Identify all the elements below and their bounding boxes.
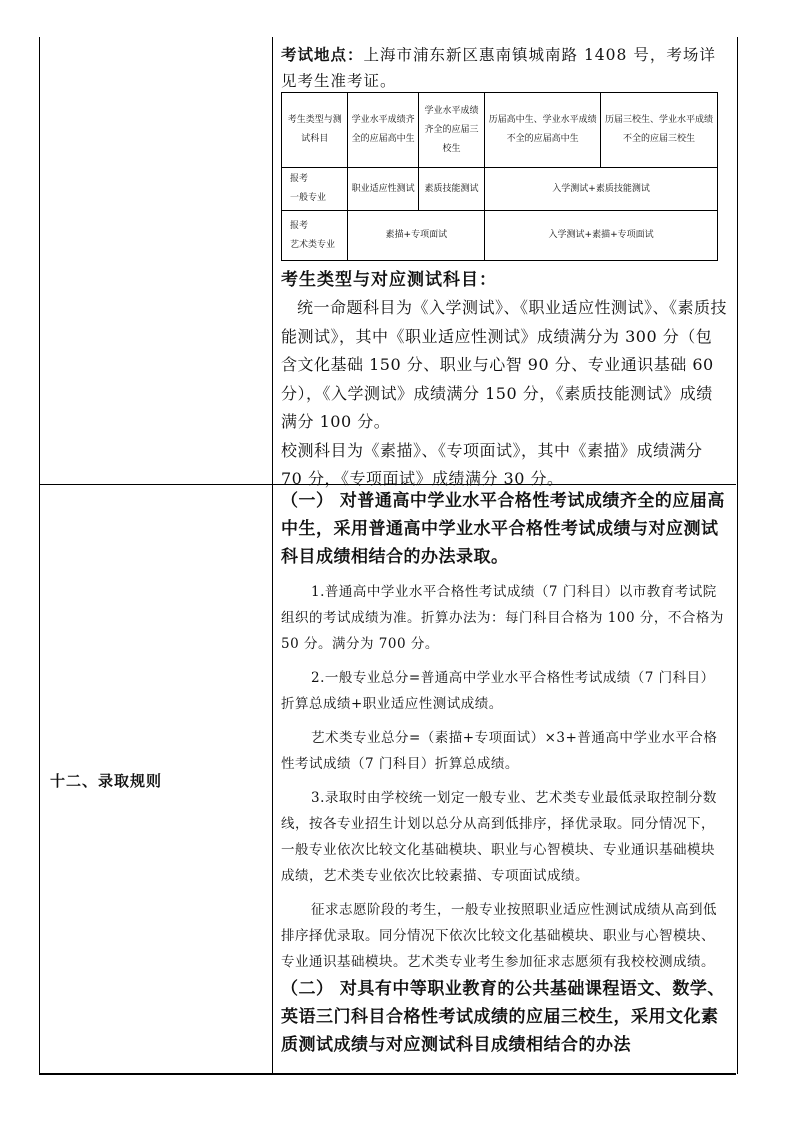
rules-heading-2: （二） 对具有中等职业教育的公共基础课程语文、数学、英语三门科目合格性考试成绩的应届三校生，采用文化素质测试成绩与对应测试科目成绩相结合的办法: [281, 979, 725, 1055]
rules-section: [281, 487, 728, 1059]
rules-para-5: 征求志愿阶段的考生，一般专业按照职业适应性测试成绩从高到低排序择优录取。同分情况下依次比较文化基础模块、职业与心智模块、专业通识基础模块。艺术类专业考生参加征求志愿须有我校校测成绩。: [281, 902, 717, 970]
row-art-c12: 素描+专项面试: [348, 211, 485, 261]
subjects-para2: 校测科目为《素描》、《专项面试》，其中《素描》成绩满分 70 分，《专项面试》成绩满分 30 分。: [281, 440, 703, 488]
row-art-label: 报考 艺术类专业: [282, 211, 348, 261]
header-col2: 学业水平成绩齐全的应届三校生: [418, 93, 484, 168]
header-type-subject: 考生类型与测试科目: [282, 93, 348, 168]
rules-para-3: 艺术类专业总分=（素描+专项面试）×3+普通高中学业水平合格性考试成绩（7 门科目）折算总成绩。: [281, 730, 718, 772]
rules-para-1: 1.普通高中学业水平合格性考试成绩（7 门科目）以市教育考试院组织的考试成绩为准。折算办法为：每门科目合格为 100 分，不合格为 50 分。满分为 700 分。: [281, 584, 724, 652]
row-general-c34: 入学测试+素质技能测试: [485, 168, 718, 211]
header-col4: 历届三校生、学业水平成绩不全的应届三校生: [601, 93, 718, 168]
row-art-c34: 入学测试+素描+专项面试: [485, 211, 718, 261]
column-divider: [272, 37, 273, 1074]
header-col3: 历届高中生、学业水平成绩不全的应届高中生: [485, 93, 601, 168]
subjects-section: [281, 266, 728, 494]
exam-location-text: 上海市浦东新区惠南镇城南路 1408 号，考场详见考生准考证。: [281, 46, 716, 90]
row-general-c2: 素质技能测试: [418, 168, 484, 211]
rules-para-2: 2.一般专业总分=普通高中学业水平合格性考试成绩（7 门科目）折算总成绩+职业适应性测试成绩。: [281, 670, 715, 712]
row-general-c1: 职业适应性测试: [348, 168, 418, 211]
table-row-general: [282, 168, 718, 211]
table-bottom-border: [39, 1073, 736, 1075]
row-general-label: 报考 一般专业: [282, 168, 348, 211]
table-header-row: [282, 93, 718, 168]
exam-location: [281, 42, 728, 94]
row-label-admission-rules: 十二、录取规则: [50, 772, 163, 790]
test-subject-table: [281, 92, 718, 261]
exam-location-label: 考试地点：: [281, 45, 364, 64]
subjects-heading: 考生类型与对应测试科目：: [281, 270, 497, 290]
rules-heading-1: （一） 对普通高中学业水平合格性考试成绩齐全的应届高中生，采用普通高中学业水平合格性考试成绩与对应测试科目成绩相结合的办法录取。: [281, 491, 725, 567]
header-col1: 学业水平成绩齐全的应届高中生: [348, 93, 418, 168]
rules-para-4: 3.录取时由学校统一划定一般专业、艺术类专业最低录取控制分数线，按各专业招生计划以总分从高到低排序，择优录取。同分情况下，一般专业依次比较文化基础模块、职业与心智模块、专业通识基础模块成绩，艺术类专业依次比较素描、专项面试成绩。: [281, 790, 717, 884]
subjects-para1: 统一命题科目为《入学测试》、《职业适应性测试》、《素质技能测试》，其中《职业适应性测试》成绩满分为 300 分（包含文化基础 150 分、职业与心智 90 分、专业通识基础 60 分），《入学测试》成绩满分 150 分，《素质技能测试》成绩满分 100 分。: [281, 298, 728, 431]
table-row-art: [282, 211, 718, 261]
